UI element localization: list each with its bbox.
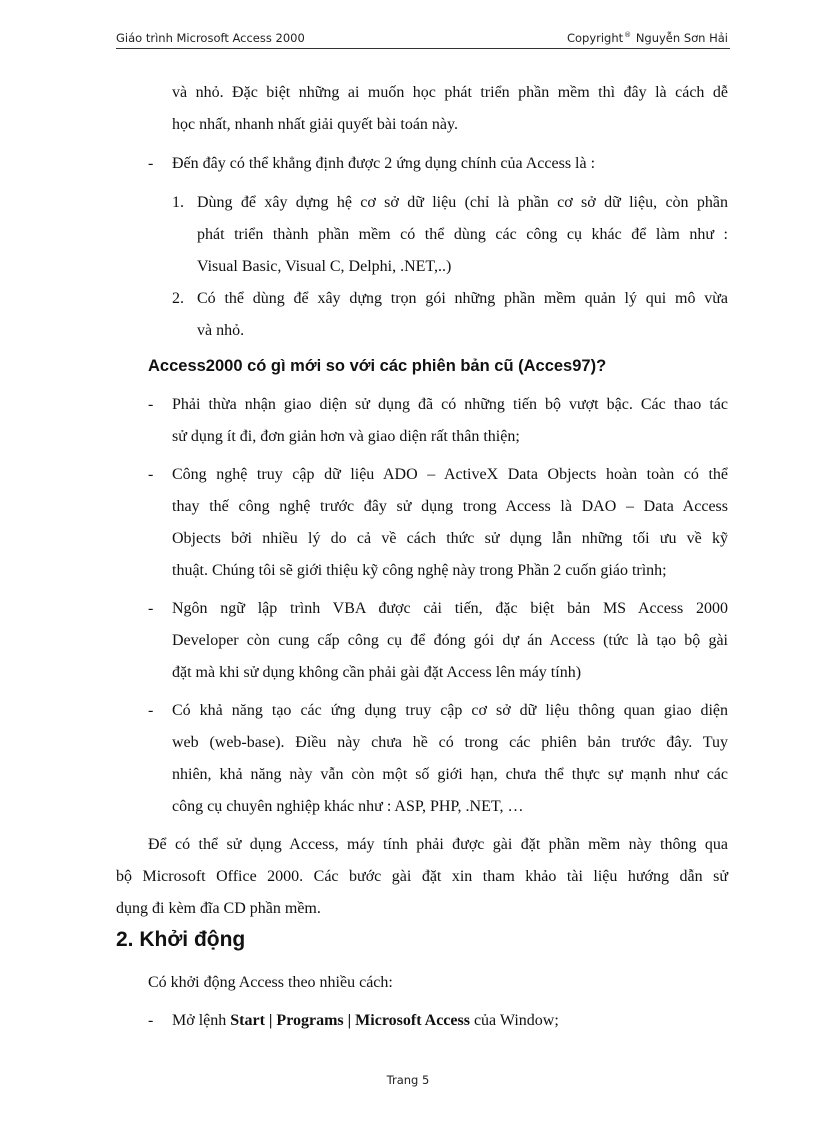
bullet-line: Công nghệ truy cập dữ liệu ADO – ActiveX Data Objects hoàn toàn có thể <box>172 466 728 483</box>
bullet-dash: - <box>148 155 154 172</box>
bullet-dash: - <box>148 702 154 719</box>
header-copyright <box>567 31 728 45</box>
paragraph-line: Để có thể sử dụng Access, máy tính phải được gài đặt phần mềm này thông qua <box>148 836 728 853</box>
startup-intro: Có khởi động Access theo nhiều cách: <box>148 974 393 991</box>
header-title: Giáo trình Microsoft Access 2000 <box>116 31 305 45</box>
bullet-dash: - <box>148 396 154 413</box>
bullet-line: thuật. Chúng tôi sẽ giới thiệu kỹ công nghệ này trong Phần 2 cuốn giáo trình; <box>172 562 667 579</box>
bullet-line: sử dụng ít đi, đơn giản hơn và giao diện rất thân thiện; <box>172 428 520 445</box>
section-heading: Access2000 có gì mới so với các phiên bản cũ (Acces97)? <box>148 357 607 375</box>
summary-line: Đến đây có thể khẳng định được 2 ứng dụng chính của Access là : <box>172 155 596 172</box>
paragraph-line: dụng đi kèm đĩa CD phần mềm. <box>116 900 321 917</box>
list-number: 1. <box>172 194 184 211</box>
header-divider <box>116 48 730 49</box>
bullet-dash: - <box>148 1012 154 1029</box>
bullet-line: đặt mà khi sử dụng không cần phải gài đặt Access lên máy tính) <box>172 664 582 681</box>
bullet-line: Có khả năng tạo các ứng dụng truy cập cơ sở dữ liệu thông quan giao diện <box>172 702 728 719</box>
copyright-label: Copyright <box>566 31 624 45</box>
list-item-line: Visual Basic, Visual C, Delphi, .NET,..) <box>197 258 452 275</box>
intro-line: học nhất, nhanh nhất giải quyết bài toán này. <box>172 116 458 133</box>
startup-item-suffix: của Window; <box>469 1012 559 1029</box>
list-item-line: Dùng để xây dựng hệ cơ sở dữ liệu (chỉ là phần cơ sở dữ liệu, còn phần <box>197 194 728 211</box>
chapter-heading: 2. Khởi động <box>116 928 246 951</box>
list-item-line: phát triển thành phần mềm có thể dùng các công cụ khác để làm như : <box>197 226 728 243</box>
bullet-line: Phải thừa nhận giao diện sử dụng đã có những tiến bộ vượt bậc. Các thao tác <box>172 396 728 413</box>
intro-line: và nhỏ. Đặc biệt những ai muốn học phát triển phần mềm thì đây là cách dễ <box>172 84 728 101</box>
menu-path: Start | Programs | Microsoft Access <box>230 1012 470 1029</box>
bullet-line: nhiên, khả năng này vẫn còn một số giới hạn, chưa thể thực sự mạnh như các <box>172 766 728 783</box>
bullet-line: Developer còn cung cấp công cụ để đóng gói dự án Access (tức là tạo bộ gài <box>172 632 728 649</box>
bullet-line: web (web-base). Điều này chưa hề có trong các phiên bản trước đây. Tuy <box>172 734 728 751</box>
bullet-dash: - <box>148 466 154 483</box>
list-item-line: Có thể dùng để xây dựng trọn gói những phần mềm quản lý qui mô vừa <box>197 290 728 307</box>
bullet-dash: - <box>148 600 154 617</box>
bullet-line: Ngôn ngữ lập trình VBA được cải tiến, đặc biệt bản MS Access 2000 <box>172 600 728 617</box>
author-name: Nguyễn Sơn Hải <box>635 31 728 45</box>
startup-item-prefix: Mở lệnh <box>172 1012 231 1029</box>
list-number: 2. <box>172 290 184 307</box>
bullet-line: thay thế công nghệ trước đây sử dụng trong Access là DAO – Data Access <box>172 498 728 515</box>
registered-mark: ® <box>624 31 632 39</box>
startup-item <box>172 1012 559 1030</box>
bullet-line: Objects bởi nhiều lý do cả về cách thức sử dụng lẫn những tối ưu về kỹ <box>172 530 728 547</box>
list-item-line: và nhỏ. <box>197 322 245 339</box>
bullet-line: công cụ chuyên nghiệp khác như : ASP, PHP, .NET, … <box>172 798 524 815</box>
page-number: Trang 5 <box>386 1073 430 1087</box>
paragraph-line: bộ Microsoft Office 2000. Các bước gài đặt xin tham khảo tài liệu hướng dẫn sử <box>116 868 728 885</box>
